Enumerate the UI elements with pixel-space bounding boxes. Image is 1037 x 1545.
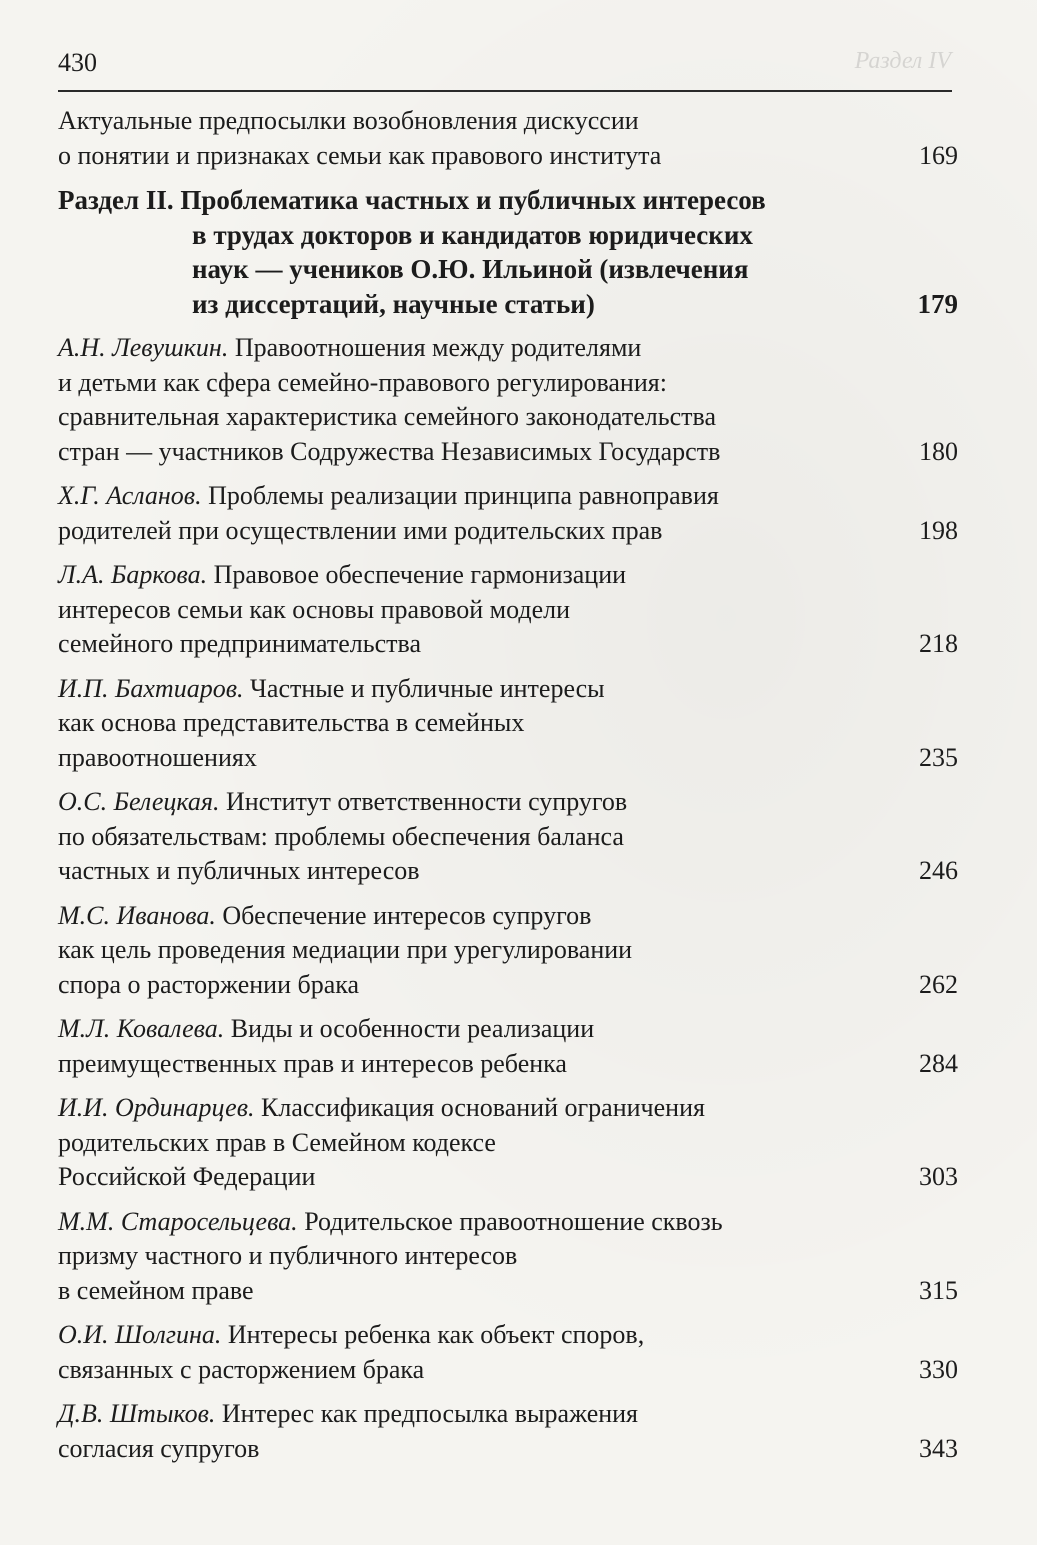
toc-entry-line: Правоотношения между родителями	[234, 333, 642, 362]
toc-entry	[58, 672, 958, 776]
toc-entry-line: родителей при осуществлении ими родительских прав	[58, 515, 663, 545]
section-title	[58, 183, 958, 321]
toc-entry-line: сравнительная характеристика семейного законодательства	[58, 402, 716, 431]
toc-entry	[58, 104, 958, 173]
section-title-line: наук — учеников О.Ю. Ильиной (извлечения	[192, 254, 749, 284]
toc-entry-title	[58, 672, 958, 776]
toc-entry-line: согласия супругов	[58, 1433, 260, 1463]
toc-entry-title	[58, 1012, 958, 1081]
toc-entry-title	[58, 104, 958, 173]
toc-entry-line: и детьми как сфера семейно-правового регулирования:	[58, 367, 667, 397]
toc-entry-page: 246	[919, 856, 958, 885]
toc-entry-page: 343	[919, 1433, 958, 1463]
toc-entry-line: как основа представительства в семейных	[58, 708, 525, 737]
toc-entry-line: семейного предпринимательства	[58, 629, 421, 658]
toc-entry-page: 330	[919, 1354, 958, 1384]
page-number: 430	[58, 48, 97, 77]
toc-entry-author: И.П. Бахтиаров.	[58, 673, 244, 703]
toc-entry-title	[58, 1318, 958, 1387]
toc-entry-title	[58, 785, 958, 889]
toc-entry-author: Л.А. Баркова.	[58, 560, 208, 589]
toc-entry-line: Родительское правоотношение сквозь	[304, 1206, 723, 1236]
bleed-through-header: Раздел IV	[854, 48, 951, 74]
toc-entry-author: Х.Г. Асланов.	[58, 481, 202, 510]
toc-entry-line: по обязательствам: проблемы обеспечения баланса	[58, 821, 624, 851]
toc-entry-page: 262	[919, 969, 958, 999]
toc-entry-line: Классификация оснований ограничения	[261, 1093, 705, 1122]
section-title-line: в трудах докторов и кандидатов юридических	[192, 219, 753, 250]
toc-entry-page: 169	[919, 140, 958, 170]
toc-entry-author: А.Н. Левушкин.	[58, 333, 229, 362]
toc-entry-line: в семейном праве	[58, 1275, 254, 1305]
toc-entry-line: интересов семьи как основы правовой модели	[58, 594, 571, 624]
toc-entry-page: 303	[919, 1162, 958, 1191]
table-of-contents	[58, 104, 958, 1466]
toc-entry	[58, 1012, 958, 1081]
toc-entry-author: О.И. Шолгина.	[58, 1320, 222, 1349]
toc-entry	[58, 331, 958, 469]
toc-entry-title	[58, 1091, 958, 1195]
toc-entry-author: М.Л. Ковалева.	[58, 1014, 225, 1043]
toc-entry-line: связанных с расторжением брака	[58, 1354, 425, 1384]
toc-entry-line: Интересы ребенка как объект споров,	[227, 1320, 645, 1349]
toc-entry-page: 218	[919, 629, 958, 658]
toc-entry	[58, 1397, 958, 1466]
toc-entry-line: преимущественных прав и интересов ребенка	[58, 1048, 567, 1078]
toc-entry-author: М.М. Старосельцева.	[58, 1206, 298, 1236]
toc-section-heading	[58, 183, 958, 321]
toc-entry	[58, 899, 958, 1003]
section-title-line: из диссертаций, научные статьи)	[192, 288, 595, 319]
toc-entry-title	[58, 1205, 958, 1309]
toc-entry-line: Институт ответственности супругов	[225, 787, 628, 816]
toc-entry	[58, 479, 958, 548]
section-title-lead: Раздел II. Проблематика частных и публичных интересов	[58, 185, 766, 215]
toc-entry	[58, 558, 958, 662]
toc-entry-author: Д.В. Штыков.	[58, 1399, 216, 1428]
toc-entry-title	[58, 899, 958, 1003]
toc-entry-page: 198	[919, 515, 958, 545]
toc-entry-line: Обеспечение интересов супругов	[222, 900, 592, 930]
toc-entry-page: 315	[919, 1275, 958, 1305]
toc-entry-line: родительских прав в Семейном кодексе	[58, 1127, 496, 1157]
toc-entry	[58, 1205, 958, 1309]
toc-entry-page: 284	[919, 1048, 958, 1078]
toc-entry-author: О.С. Белецкая.	[58, 787, 220, 816]
toc-entry-line: как цель проведения медиации при урегулировании	[58, 935, 633, 964]
toc-entry-line: частных и публичных интересов	[58, 856, 420, 885]
toc-entry-title	[58, 479, 958, 548]
toc-entry-author: М.С. Иванова.	[58, 900, 216, 930]
toc-entry-line: Актуальные предпосылки возобновления дискуссии	[58, 106, 639, 135]
toc-entry-line: спора о расторжении брака	[58, 969, 360, 999]
toc-entry-title	[58, 558, 958, 662]
toc-entry-line: правоотношениях	[58, 742, 257, 772]
toc-entry-title	[58, 331, 958, 469]
toc-entry-line: стран — участников Содружества Независимых Государств	[58, 436, 721, 466]
toc-entry	[58, 785, 958, 889]
toc-entry	[58, 1091, 958, 1195]
toc-entry-page: 179	[917, 288, 958, 319]
toc-entry-line: Российской Федерации	[58, 1162, 316, 1191]
toc-entry-line: Частные и публичные интересы	[250, 673, 605, 703]
toc-entry-line: Правовое обеспечение гармонизации	[213, 560, 627, 589]
toc-entry-line: призму частного и публичного интересов	[58, 1241, 518, 1270]
toc-entry-title	[58, 1397, 958, 1466]
toc-entry-line: Проблемы реализации принципа равноправия	[208, 481, 719, 510]
toc-entry-line: Виды и особенности реализации	[230, 1014, 595, 1043]
toc-entry	[58, 1318, 958, 1387]
header-rule	[58, 90, 952, 92]
toc-entry-line: Интерес как предпосылка выражения	[221, 1399, 639, 1428]
toc-entry-line: о понятии и признаках семьи как правового института	[58, 140, 662, 170]
toc-entry-author: И.И. Ординарцев.	[58, 1093, 255, 1122]
toc-entry-page: 235	[919, 742, 958, 772]
toc-entry-page: 180	[919, 436, 958, 466]
